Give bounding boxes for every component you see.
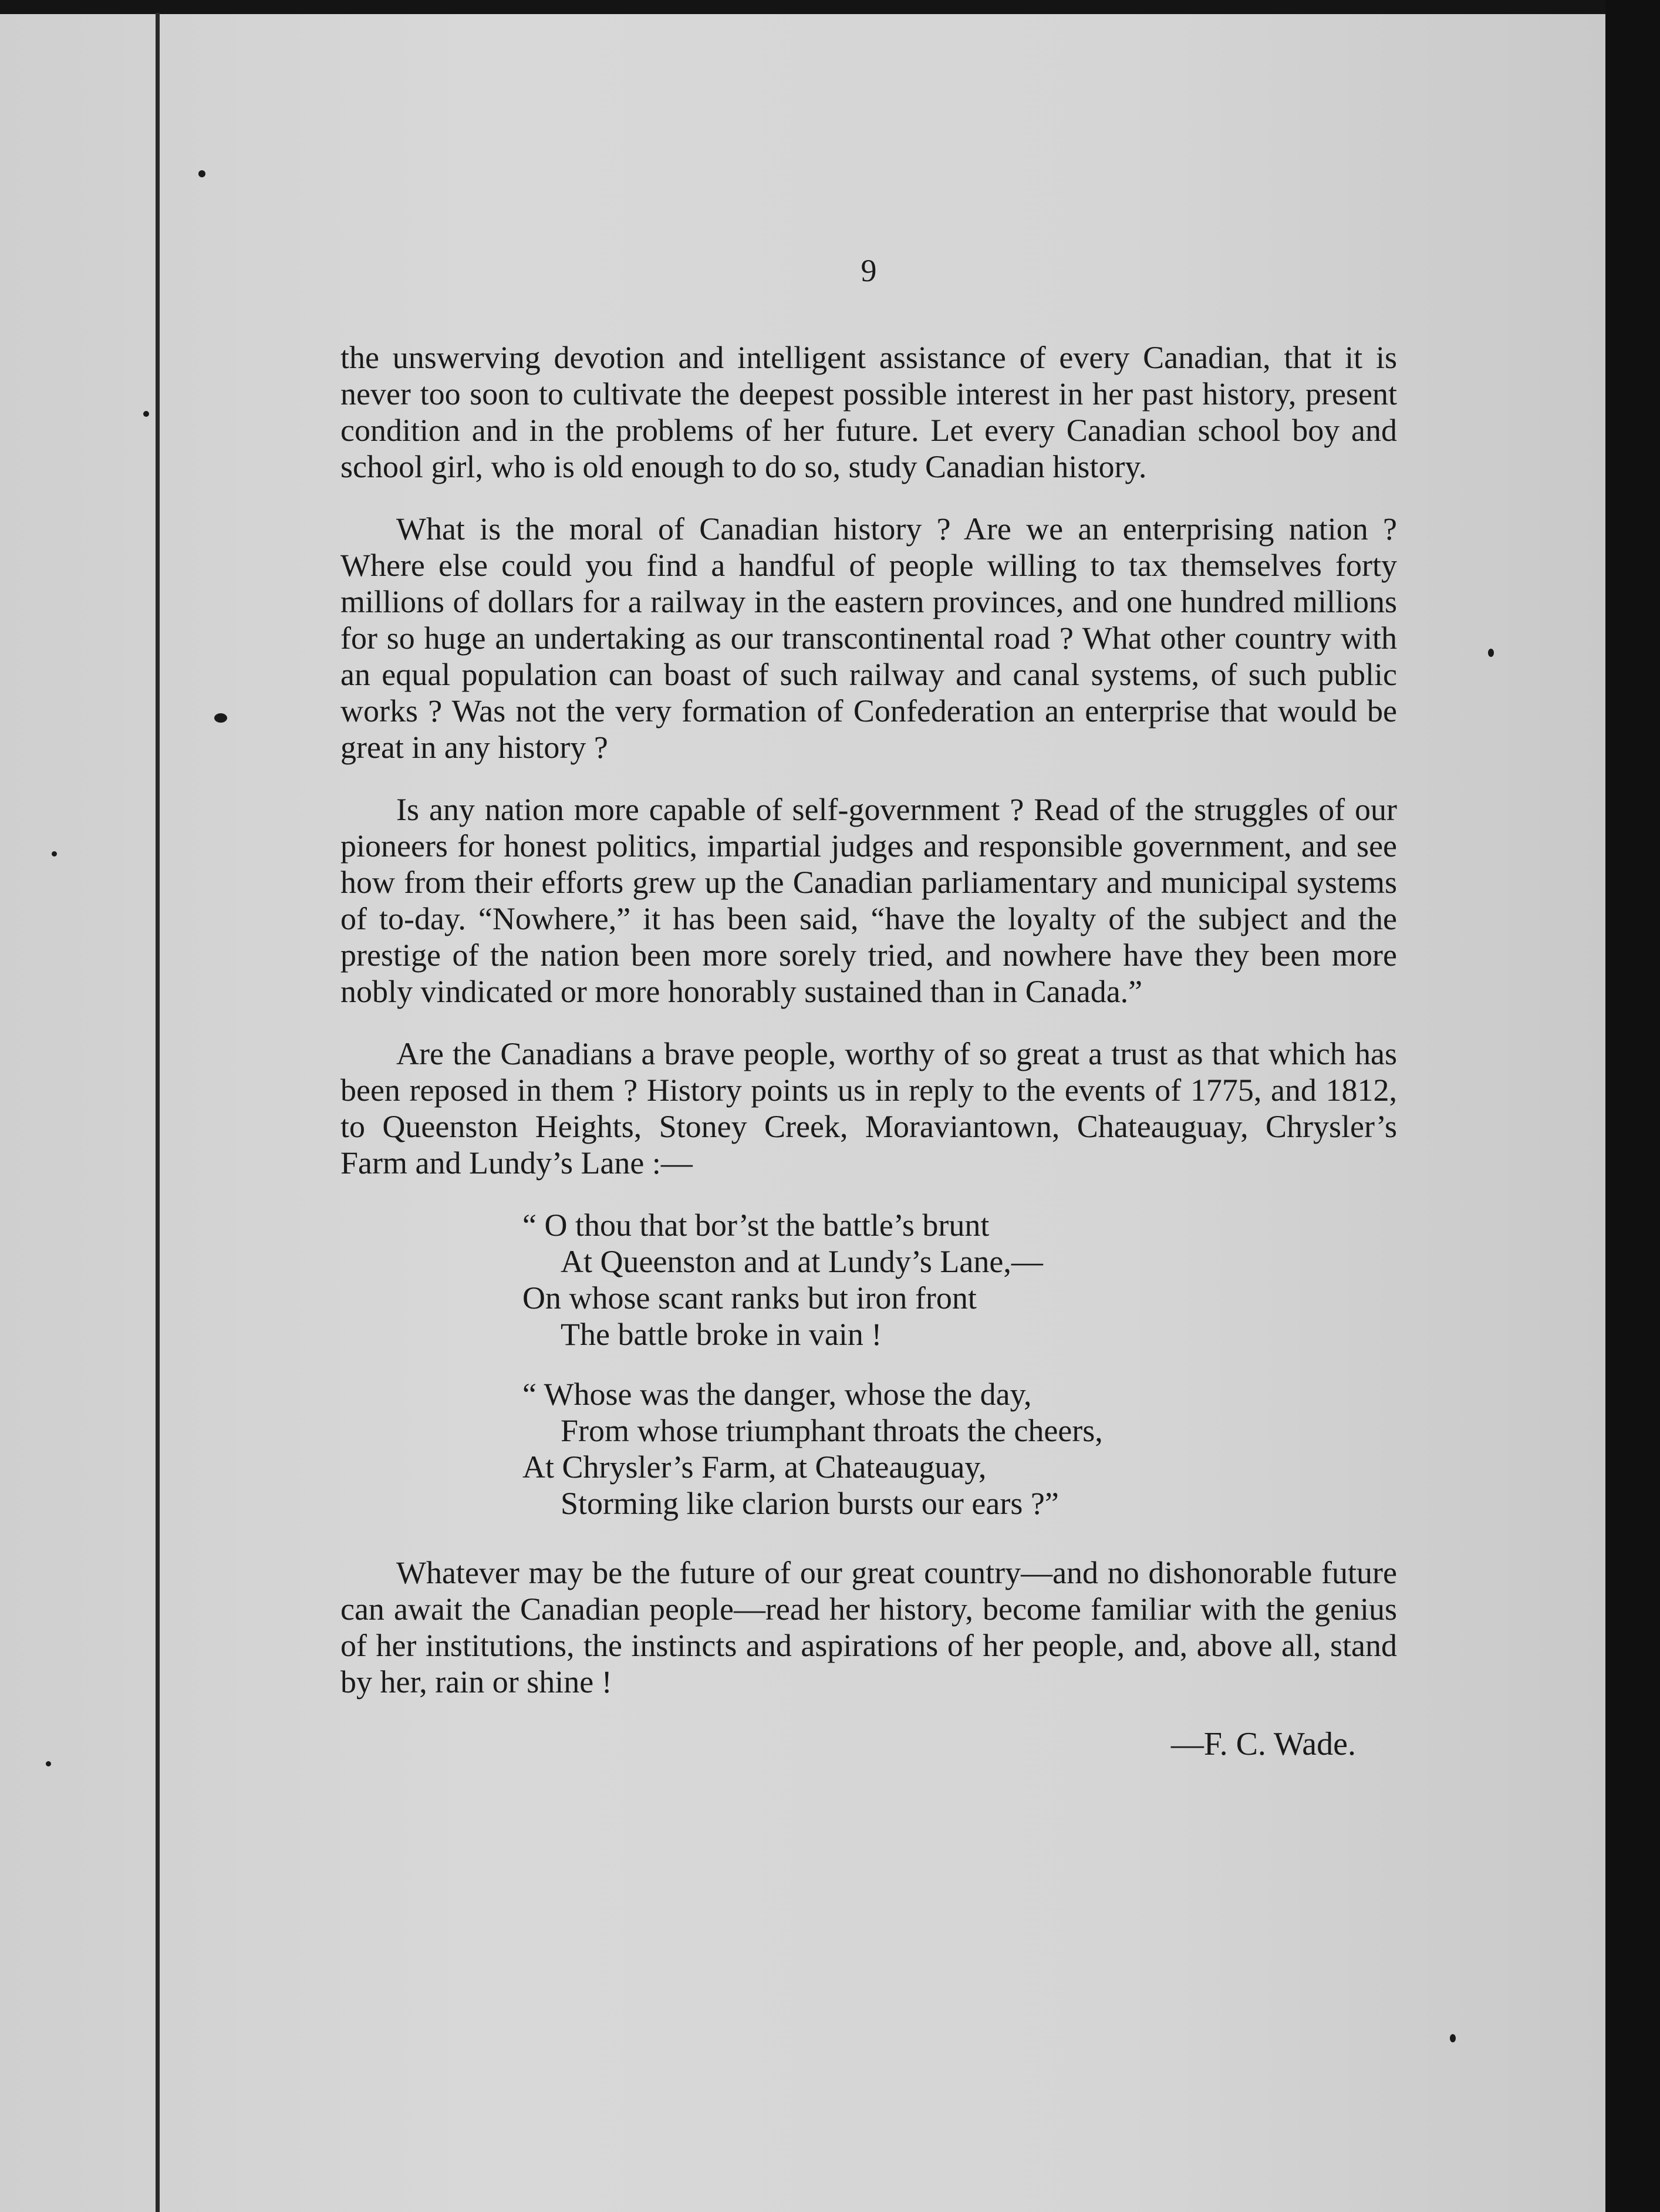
poem-line: “ Whose was the danger, whose the day, bbox=[522, 1377, 1032, 1412]
right-scan-border bbox=[1605, 0, 1660, 2212]
dust-speck bbox=[52, 851, 57, 857]
dust-speck bbox=[1450, 2034, 1456, 2042]
dust-speck bbox=[1488, 649, 1494, 657]
poem-line: The battle broke in vain ! bbox=[561, 1317, 882, 1352]
poem-line: Storming like clarion bursts our ears ?” bbox=[561, 1486, 1059, 1521]
dust-speck bbox=[143, 411, 149, 417]
dust-speck bbox=[214, 713, 227, 723]
top-scan-border bbox=[0, 0, 1660, 14]
dust-speck bbox=[46, 1761, 51, 1766]
page-text-block bbox=[340, 252, 1397, 1762]
poem-line: On whose scant ranks but iron front bbox=[522, 1280, 977, 1316]
poem-line: From whose triumphant throats the cheers, bbox=[561, 1413, 1103, 1448]
poem-stanza-2 bbox=[522, 1376, 1397, 1522]
page-number: 9 bbox=[861, 253, 877, 288]
dust-speck bbox=[198, 170, 205, 177]
paragraph-closing: Whatever may be the future of our great country—and no dishonorable future can await the Canadian people—read her history, become familiar with the genius of her institutions, the instincts and aspirations of her people, and, above all, stand by her, rain or shine ! bbox=[340, 1555, 1397, 1700]
poem-stanza-1 bbox=[522, 1207, 1397, 1353]
poem-line: At Queenston and at Lundy’s Lane,— bbox=[561, 1244, 1043, 1279]
poem-quotation bbox=[340, 1207, 1397, 1522]
paragraph-bravery: Are the Canadians a brave people, worthy of so great a trust as that which has been reposed in them ? History points us in reply to the events of 1775, and 1812, to Queenston Heights, Stoney Creek, Moraviantown, Chateauguay, Chrysler’s Farm and Lundy’s Lane :— bbox=[340, 1036, 1397, 1181]
paragraph-self-government: Is any nation more capable of self-government ? Read of the struggles of our pioneers for honest politics, impartial judges and responsible government, and see how from their efforts grew up the Canadian parliamentary and municipal systems of to-day. “Nowhere,” it has been said, “have the loyalty of the subject and the prestige of the nation been more sorely tried, and nowhere have they been more nobly vindicated or more honorably sustained than in Canada.” bbox=[340, 792, 1397, 1009]
poem-line: At Chrysler’s Farm, at Chateauguay, bbox=[522, 1449, 987, 1485]
poem-line: “ O thou that bor’st the battle’s brunt bbox=[522, 1208, 990, 1243]
author-signature: —F. C. Wade. bbox=[1170, 1726, 1356, 1762]
paragraph-enterprise: What is the moral of Canadian history ? Are we an enterprising nation ? Where else could you find a handful of people willing to tax themselves forty millions of dollars for a railway in the eastern provinces, and one hundred millions for so huge an undertaking as our transcontinental road ? What other country with an equal population can boast of such railway and canal systems, of such public works ? Was not the very formation of Confederation an enterprise that would be great in any history ? bbox=[340, 511, 1397, 765]
binding-gutter-line bbox=[156, 13, 160, 2212]
paragraph-continued: the unswerving devotion and intelligent assistance of every Canadian, that it is never too soon to cultivate the deepest possible interest in her past history, present condition and in the problems of her future. Let every Canadian school boy and school girl, who is old enough to do so, study Canadian history. bbox=[340, 340, 1397, 484]
